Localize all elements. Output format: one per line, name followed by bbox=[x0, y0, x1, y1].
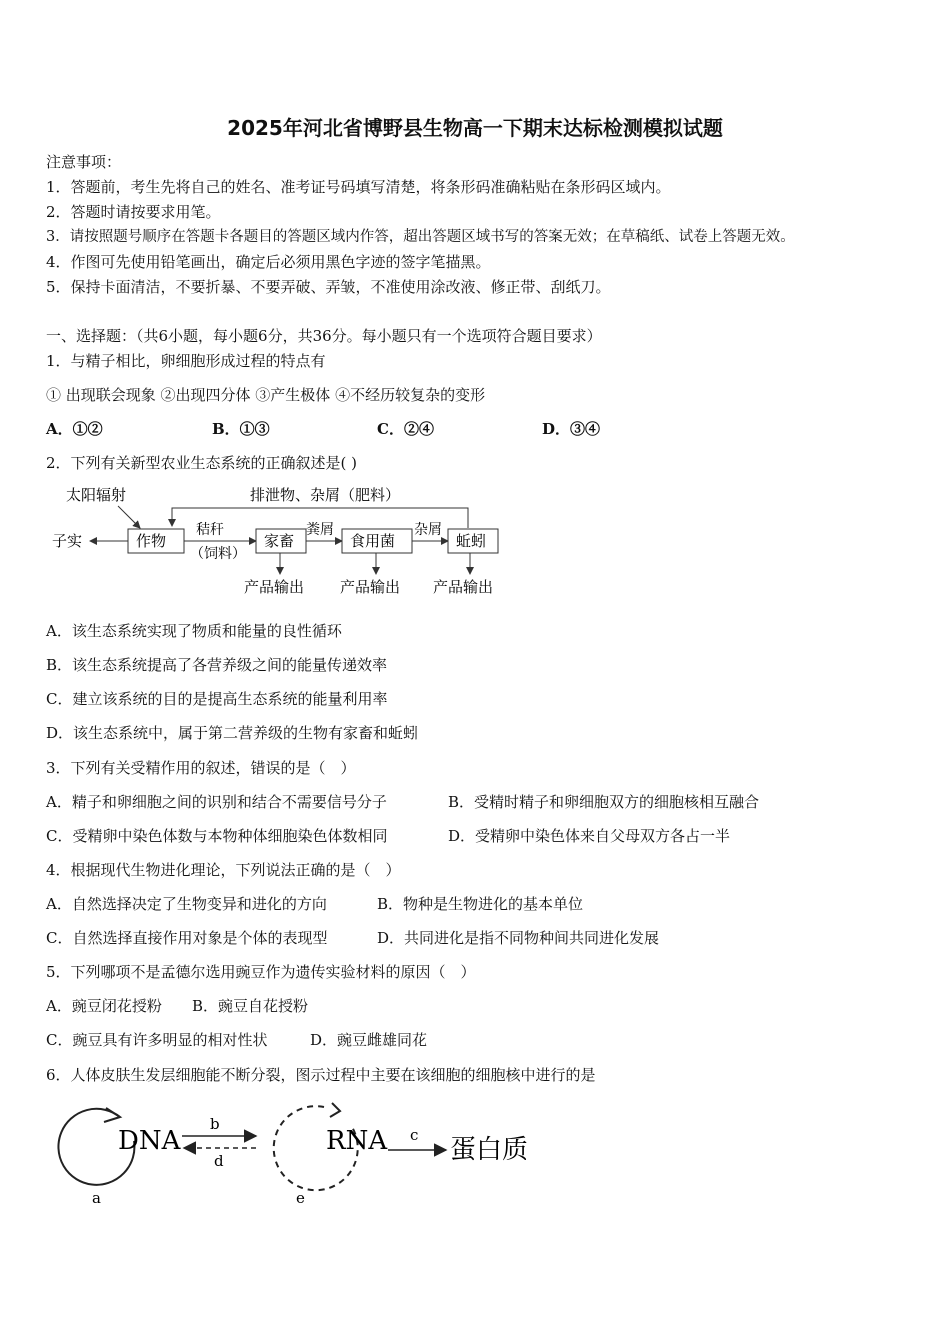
q1-option-c[interactable]: C．②④ bbox=[377, 420, 434, 438]
q2-option-b[interactable]: B．该生态系统提高了各营养级之间的能量传递效率 bbox=[46, 656, 388, 674]
q5-option-b[interactable]: B．豌豆自花授粉 bbox=[192, 997, 309, 1015]
livestock-label: 家畜 bbox=[264, 532, 295, 550]
label-b: b bbox=[210, 1115, 220, 1133]
q2-stem: 2．下列有关新型农业生态系统的正确叙述是( ) bbox=[46, 454, 358, 472]
q3-option-d[interactable]: D．受精卵中染色体来自父母双方各占一半 bbox=[448, 827, 731, 845]
page-title: 2025年河北省博野县生物高一下期末达标检测模拟试题 bbox=[227, 116, 723, 140]
section-heading: 一、选择题：（共6小题，每小题6分，共36分。每小题只有一个选项符合题目要求） bbox=[46, 327, 602, 345]
q5-option-c[interactable]: C．豌豆具有许多明显的相对性状 bbox=[46, 1031, 268, 1049]
q1-items: ① 出现联会现象 ②出现四分体 ③产生极体 ④不经历较复杂的变形 bbox=[46, 386, 486, 404]
label-a: a bbox=[92, 1189, 101, 1207]
q4-option-a[interactable]: A．自然选择决定了生物变异和进化的方向 bbox=[46, 895, 327, 913]
label-d: d bbox=[214, 1152, 224, 1170]
q1-option-b[interactable]: B．①③ bbox=[212, 420, 270, 438]
sun-label: 太阳辐射 bbox=[66, 486, 127, 504]
fungus-label: 食用菌 bbox=[350, 532, 396, 550]
q1-stem: 1．与精子相比，卵细胞形成过程的特点有 bbox=[46, 352, 326, 370]
seed-label: 子实 bbox=[52, 532, 83, 550]
notice-item: 2．答题时请按要求用笔。 bbox=[46, 203, 221, 221]
ecosystem-diagram bbox=[50, 482, 520, 602]
output-label: 产品输出 bbox=[244, 578, 305, 596]
scraps-label: 杂屑 bbox=[414, 522, 442, 538]
q3-option-c[interactable]: C．受精卵中染色体数与本物种体细胞染色体数相同 bbox=[46, 827, 388, 845]
notice-heading: 注意事项： bbox=[46, 153, 122, 171]
output-label: 产品输出 bbox=[340, 578, 401, 596]
notice-item: 1．答题前，考生先将自己的姓名、准考证号码填写清楚，将条形码准确粘贴在条形码区域内。 bbox=[46, 178, 671, 196]
label-c: c bbox=[410, 1126, 419, 1144]
feedback-label: 排泄物、杂屑（肥料） bbox=[250, 486, 401, 504]
notice-item: 5．保持卡面清洁，不要折暴、不要弄破、弄皱，不准使用涂改液、修正带、刮纸刀。 bbox=[46, 278, 611, 296]
rna-label: RNA bbox=[326, 1126, 388, 1156]
central-dogma-diagram bbox=[48, 1095, 548, 1210]
q2-option-d[interactable]: D．该生态系统中，属于第二营养级的生物有家畜和蚯蚓 bbox=[46, 724, 419, 742]
q5-option-d[interactable]: D．豌豆雌雄同花 bbox=[310, 1031, 428, 1049]
dna-label: DNA bbox=[118, 1126, 181, 1156]
feed-label: （饲料） bbox=[190, 546, 246, 562]
q4-option-b[interactable]: B．物种是生物进化的基本单位 bbox=[377, 895, 584, 913]
q2-option-a[interactable]: A．该生态系统实现了物质和能量的良性循环 bbox=[46, 622, 342, 640]
q1-option-a[interactable]: A．①② bbox=[46, 420, 103, 438]
q5-option-a[interactable]: A．豌豆闭花授粉 bbox=[46, 997, 162, 1015]
straw-label: 秸秆 bbox=[196, 522, 224, 538]
q2-option-c[interactable]: C．建立该系统的目的是提高生态系统的能量利用率 bbox=[46, 690, 388, 708]
q4-stem: 4．根据现代生物进化理论，下列说法正确的是（ ） bbox=[46, 861, 401, 879]
q4-option-c[interactable]: C．自然选择直接作用对象是个体的表现型 bbox=[46, 929, 328, 947]
notice-item: 3．请按照题号顺序在答题卡各题目的答题区域内作答，超出答题区域书写的答案无效；在草稿纸、试卷上答题无效。 bbox=[46, 229, 795, 245]
label-e: e bbox=[296, 1189, 305, 1207]
q3-stem: 3．下列有关受精作用的叙述，错误的是（ ） bbox=[46, 759, 356, 777]
q1-option-d[interactable]: D．③④ bbox=[542, 420, 601, 438]
q6-stem: 6．人体皮肤生发层细胞能不断分裂，图示过程中主要在该细胞的细胞核中进行的是 bbox=[46, 1066, 596, 1084]
q3-option-b[interactable]: B．受精时精子和卵细胞双方的细胞核相互融合 bbox=[448, 793, 760, 811]
earthworm-label: 蚯蚓 bbox=[456, 532, 487, 550]
notice-item: 4．作图可先使用铅笔画出，确定后必须用黑色字迹的签字笔描黑。 bbox=[46, 253, 491, 271]
q3-option-a[interactable]: A．精子和卵细胞之间的识别和结合不需要信号分子 bbox=[46, 793, 387, 811]
crop-label: 作物 bbox=[136, 532, 167, 550]
q5-stem: 5．下列哪项不是孟德尔选用豌豆作为遗传实验材料的原因（ ） bbox=[46, 963, 476, 981]
q4-option-d[interactable]: D．共同进化是指不同物种间共同进化发展 bbox=[377, 929, 660, 947]
manure-label: 粪屑 bbox=[306, 522, 334, 538]
protein-label: 蛋白质 bbox=[450, 1135, 529, 1165]
output-label: 产品输出 bbox=[433, 578, 494, 596]
